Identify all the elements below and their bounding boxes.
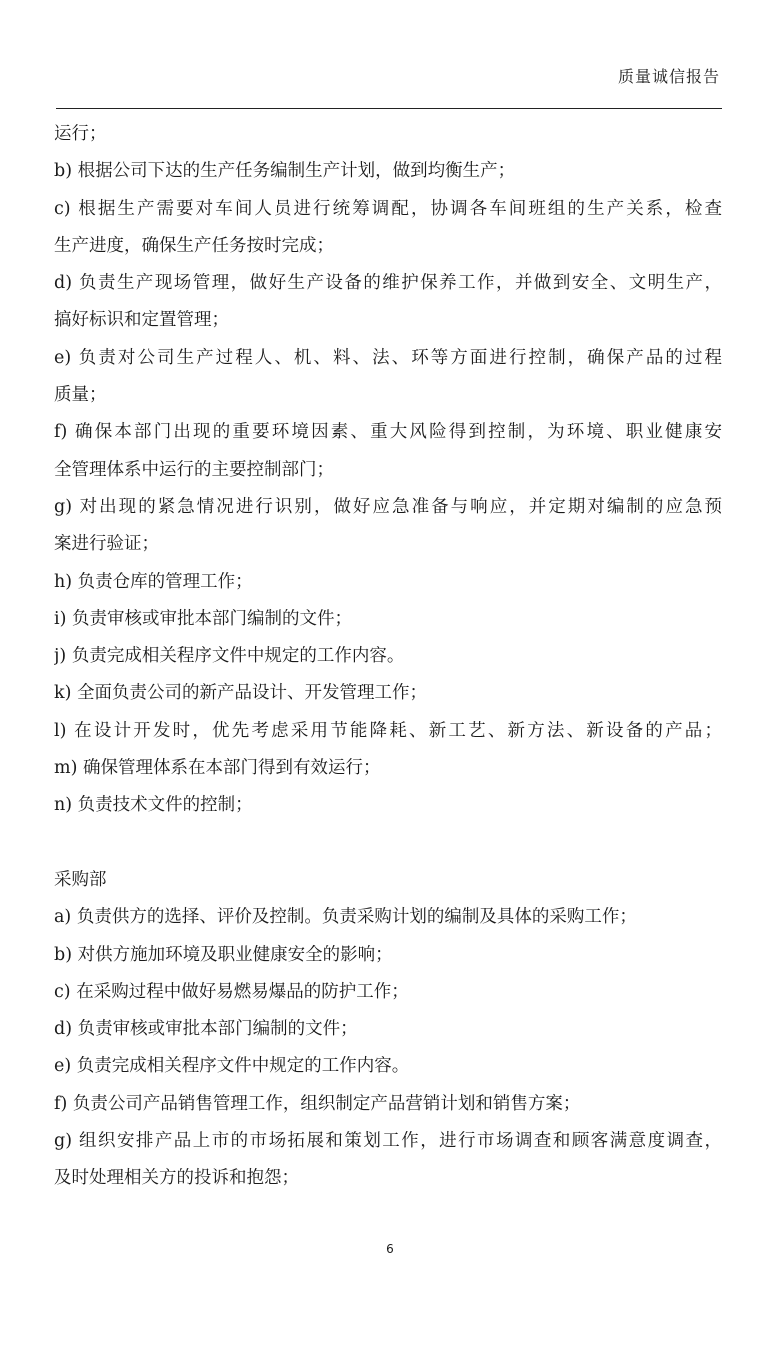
text-line: 生产进度，确保生产任务按时完成；: [54, 235, 334, 256]
text-line: d) 负责审核或审批本部门编制的文件；: [54, 1019, 358, 1040]
header-divider: [56, 108, 722, 109]
text-line: h) 负责仓库的管理工作；: [54, 571, 253, 592]
text-line: i) 负责审核或审批本部门编制的文件；: [54, 608, 352, 629]
text-line: 搞好标识和定置管理；: [54, 310, 229, 331]
text-line: c) 根据生产需要对车间人员进行统筹调配，协调各车间班组的生产关系，检查: [54, 198, 722, 219]
text-line: c) 在采购过程中做好易燃易爆品的防护工作；: [54, 981, 409, 1002]
text-line: 全管理体系中运行的主要控制部门；: [54, 459, 334, 480]
text-line: g) 组织安排产品上市的市场拓展和策划工作，进行市场调查和顾客满意度调查，: [54, 1131, 722, 1152]
page-number: 6: [386, 1242, 394, 1256]
text-line: g) 对出现的紧急情况进行识别，做好应急准备与响应，并定期对编制的应急预: [54, 496, 722, 517]
text-line: e) 负责完成相关程序文件中规定的工作内容。: [54, 1056, 410, 1077]
page-header-title: 质量诚信报告: [617, 67, 720, 86]
text-line: 运行；: [54, 124, 107, 144]
text-line: f) 确保本部门出现的重要环境因素、重大风险得到控制，为环境、职业健康安: [54, 422, 722, 443]
text-line: 质量；: [54, 385, 107, 406]
text-line: e) 负责对公司生产过程人、机、料、法、环等方面进行控制，确保产品的过程: [54, 347, 722, 368]
blank-line: [54, 825, 722, 862]
document-body: [54, 116, 722, 1198]
text-line: 采购部: [54, 869, 107, 890]
text-line: j) 负责完成相关程序文件中规定的工作内容。: [54, 646, 405, 667]
text-line: f) 负责公司产品销售管理工作，组织制定产品营销计划和销售方案；: [54, 1093, 581, 1114]
text-line: k) 全面负责公司的新产品设计、开发管理工作；: [54, 683, 427, 704]
text-line: n) 负责技术文件的控制；: [54, 795, 253, 816]
text-line: b) 根据公司下达的生产任务编制生产计划，做到均衡生产；: [54, 161, 516, 182]
text-line: m) 确保管理体系在本部门得到有效运行；: [54, 758, 381, 779]
text-line: d) 负责生产现场管理，做好生产设备的维护保养工作，并做到安全、文明生产，: [54, 273, 722, 294]
text-line: 及时处理相关方的投诉和抱怨；: [54, 1168, 299, 1189]
text-line: a) 负责供方的选择、评价及控制。负责采购计划的编制及具体的采购工作；: [54, 907, 637, 928]
text-line: b) 对供方施加环境及职业健康安全的影响；: [54, 944, 393, 965]
text-line: 案进行验证；: [54, 534, 159, 555]
text-line: l) 在设计开发时，优先考虑采用节能降耗、新工艺、新方法、新设备的产品；: [54, 720, 722, 741]
